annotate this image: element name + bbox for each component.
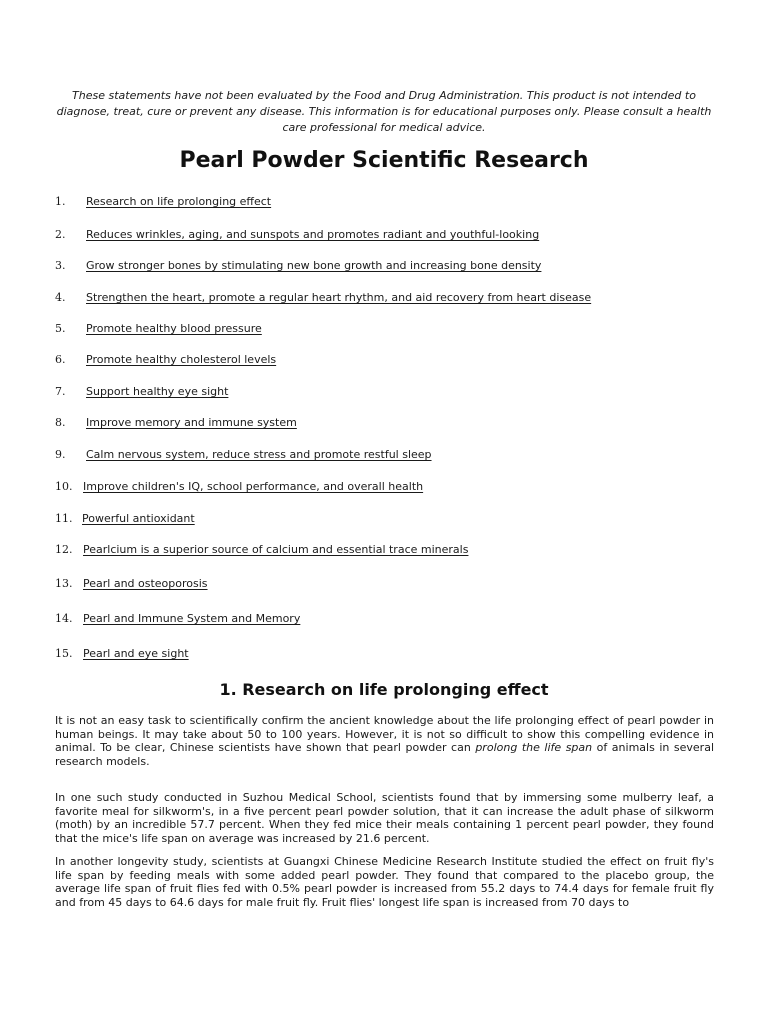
toc-number: 8. <box>55 416 66 429</box>
paragraph-text: of animals in several research models. <box>55 741 715 768</box>
toc-link-immune-memory[interactable]: Pearl and Immune System and Memory <box>83 612 301 625</box>
toc-number: 15. <box>55 647 73 660</box>
toc-number: 3. <box>55 259 66 272</box>
page-title: Pearl Powder Scientific Research <box>179 148 589 173</box>
toc-number: 14. <box>55 612 73 625</box>
toc-number: 4. <box>55 291 66 304</box>
toc-link-heart[interactable]: Strengthen the heart, promote a regular heart rhythm, and aid recovery from heart disease <box>86 291 592 304</box>
toc-number: 10. <box>55 480 73 493</box>
toc-link-cholesterol[interactable]: Promote healthy cholesterol levels <box>86 353 277 366</box>
toc-link-nervous-system[interactable]: Calm nervous system, reduce stress and promote restful sleep <box>86 448 432 461</box>
toc-link-bones[interactable]: Grow stronger bones by stimulating new bone growth and increasing bone density <box>86 259 542 272</box>
fda-disclaimer: These statements have not been evaluated by the Food and Drug Administration. This product is not intended to diagnose, treat, cure or prevent any disease. This information is for educational purposes only. Please consult a health care professional for medical advice. <box>56 89 712 134</box>
section-heading: 1. Research on life prolonging effect <box>219 680 549 699</box>
toc-link-wrinkles[interactable]: Reduces wrinkles, aging, and sunspots and promotes radiant and youthful-looking <box>86 228 540 241</box>
paragraph-fruit-fly-study: In another longevity study, scientists at Guangxi Chinese Medicine Research Institute studied the effect on fruit fly's life span by feeding meals with some added pearl powder. They found that compared to the placebo group, the average life span of fruit flies fed with 0.5% pearl powder is increased from 55.2 days to 74.4 days for female fruit fly and from 45 days to 64.6 days for male fruit fly. Fruit flies' longest life span is increased from 70 days to <box>55 855 714 909</box>
toc-number: 13. <box>55 577 73 590</box>
toc-number: 6. <box>55 353 66 366</box>
toc-link-memory-immune[interactable]: Improve memory and immune system <box>86 416 297 429</box>
toc-link-pearl-eye-sight[interactable]: Pearl and eye sight <box>83 647 189 660</box>
toc-number: 2. <box>55 228 66 241</box>
toc-number: 11. <box>55 512 73 525</box>
toc-number: 1. <box>55 195 66 208</box>
toc-link-pearlcium[interactable]: Pearlcium is a superior source of calcium and essential trace minerals <box>83 543 469 556</box>
toc-number: 7. <box>55 385 66 398</box>
toc-link-eye-sight[interactable]: Support healthy eye sight <box>86 385 229 398</box>
toc-number: 12. <box>55 543 73 556</box>
toc-link-life-prolonging[interactable]: Research on life prolonging effect <box>86 195 272 208</box>
emphasis-text: prolong the life span <box>475 741 593 754</box>
toc-link-osteoporosis[interactable]: Pearl and osteoporosis <box>83 577 208 590</box>
toc-link-blood-pressure[interactable]: Promote healthy blood pressure <box>86 322 262 335</box>
toc-number: 5. <box>55 322 66 335</box>
paragraph-intro <box>55 714 714 768</box>
paragraph-silkworm-study: In one such study conducted in Suzhou Medical School, scientists found that by immersing some mulberry leaf, a favorite meal for silkworm's, in a five percent pearl powder solution, that it can increase the adult phase of silkworm (moth) by an incredible 57.7 percent. When they fed mice their meals containing 1 percent pearl powder, they found that the mice's life span on average was increased by 21.6 percent. <box>55 791 714 845</box>
toc-link-childrens-iq[interactable]: Improve children's IQ, school performance, and overall health <box>83 480 424 493</box>
toc-link-antioxidant[interactable]: Powerful antioxidant <box>82 512 195 525</box>
paragraph-text: It is not an easy task to scientifically confirm the ancient knowledge about the life prolonging effect of pearl powder in human beings. It may take about 50 to 100 years. However, it is not so difficult to show this compelling evidence in animal. To be clear, Chinese scientists have shown that pearl powder can <box>55 714 714 754</box>
toc-number: 9. <box>55 448 66 461</box>
